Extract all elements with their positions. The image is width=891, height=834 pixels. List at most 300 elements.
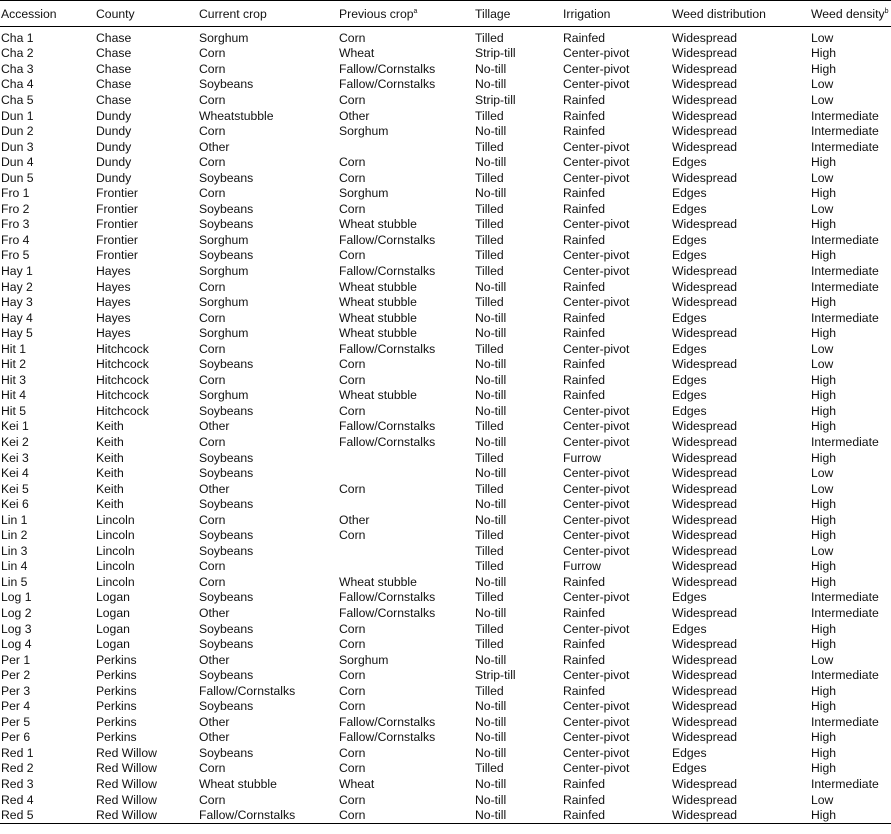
cell-weed-density: High [811,450,837,465]
table-row [0,761,891,777]
cell-current-crop: Corn [199,46,226,61]
cell-weed-density: High [811,186,837,201]
cell-current-crop: Corn [199,310,226,325]
cell-tillage: Tilled [475,108,504,123]
table-row [0,403,891,419]
cell-current-crop: Sorghum [199,388,249,403]
cell-current-crop: Fallow/Cornstalks [198,807,338,823]
table-row [0,621,891,637]
cell-irrigation: Rainfed [563,30,606,45]
cell-accession: Log 1 [1,590,32,605]
cell-irrigation: Center-pivot [563,263,630,278]
cell-irrigation: Rainfed [563,574,606,589]
cell-irrigation: Center-pivot [563,139,630,154]
cell-previous-crop [338,465,474,481]
cell-county: Perkins [96,683,137,698]
table-row [0,652,891,668]
header-irrigation: Irrigation [562,1,671,27]
cell-previous-crop: Corn [339,761,366,776]
cell-irrigation: Center-pivot [563,699,630,714]
cell-tillage: Tilled [475,450,504,465]
cell-county: Hitchcock [96,403,149,418]
cell-county: Dundy [96,170,132,185]
table-row [0,279,891,295]
cell-weed-distribution: Widespread [672,637,738,652]
cell-irrigation: Center-pivot [563,46,630,61]
cell-current-crop: Soybeans [199,450,254,465]
cell-irrigation: Rainfed [563,326,606,341]
cell-accession: Log 4 [1,637,32,652]
cell-irrigation: Rainfed [563,108,606,123]
cell-weed-distribution: Widespread [672,263,738,278]
cell-tillage: No-till [475,699,507,714]
cell-accession: Cha 5 [1,92,34,107]
cell-weed-density: High [811,574,837,589]
cell-county: Lincoln [96,528,135,543]
cell-county: Hitchcock [96,372,149,387]
table-row [0,372,891,388]
cell-weed-density: Intermediate [811,434,879,449]
cell-previous-crop: Corn [339,621,366,636]
cell-previous-crop: Wheat [339,46,375,61]
cell-tillage: No-till [475,745,507,760]
cell-irrigation: Rainfed [563,606,606,620]
cell-previous-crop: Corn [338,807,474,823]
cell-weed-density: High [811,512,837,527]
cell-current-crop: Soybeans [199,217,254,232]
cell-previous-crop [338,543,474,559]
cell-previous-crop: Corn [339,403,366,418]
cell-county: Hayes [96,310,131,325]
cell-irrigation: Center-pivot [563,170,630,185]
cell-weed-distribution: Widespread [672,450,738,465]
cell-irrigation: Rainfed [563,372,606,387]
cell-weed-density: Intermediate [811,714,879,729]
cell-accession: Log 3 [1,621,32,636]
cell-accession: Lin 1 [1,512,28,527]
table-row [0,559,891,575]
table-row [0,574,891,590]
cell-current-crop: Corn [199,792,226,807]
cell-accession: Per 5 [1,714,31,729]
cell-weed-distribution: Widespread [672,46,738,61]
cell-weed-distribution: Edges [672,310,707,325]
footnote-marker-b: b [884,7,889,15]
table-row [0,154,891,170]
cell-county: Keith [96,450,124,465]
cell-accession: Dun 5 [1,170,34,185]
cell-county: Chase [96,77,132,92]
cell-previous-crop: Corn [339,92,366,107]
cell-irrigation: Center-pivot [563,621,630,636]
table-row [0,496,891,512]
cell-weed-distribution: Widespread [672,217,738,232]
table-row [0,388,891,404]
table-row [0,92,891,108]
cell-previous-crop: Fallow/Cornstalks [339,77,436,92]
cell-accession: Red 2 [1,761,34,776]
cell-accession: Cha 3 [1,61,34,76]
table-row [0,185,891,201]
cell-previous-crop: Wheat [339,777,375,792]
cell-current-crop: Corn [199,341,226,356]
cell-tillage: Tilled [475,295,504,310]
cell-accession: Red 1 [1,745,34,760]
cell-county: Lincoln [96,574,135,589]
cell-current-crop: Soybeans [199,621,254,636]
header-previous-crop: Previous crop$^a$ [338,1,474,27]
cell-tillage: No-till [475,77,507,92]
cell-current-crop: Corn [199,92,226,107]
cell-previous-crop: Wheat stubble [339,574,417,589]
cell-county: Keith [96,497,124,512]
cell-current-crop: Corn [199,61,226,76]
cell-tillage: No-till [475,124,507,139]
cell-county: Red Willow [95,807,198,823]
cell-weed-distribution: Widespread [672,792,738,807]
table-row [0,450,891,466]
cell-tillage: No-till [475,155,507,170]
cell-current-crop: Corn [199,761,226,776]
table-row [0,201,891,217]
cell-tillage: Strip-till [475,92,516,107]
cell-accession: Dun 1 [1,108,34,123]
cell-accession: Kei 4 [1,466,29,481]
cell-previous-crop: Corn [339,637,366,652]
cell-tillage: No-till [475,652,507,667]
cell-current-crop: Fallow/Cornstalks [199,683,296,698]
cell-weed-distribution: Widespread [672,357,738,372]
table-row [0,605,891,621]
table-row [0,683,891,699]
cell-weed-density: Low [811,77,834,92]
cell-weed-density: Low [811,481,834,496]
cell-previous-crop: Corn [339,745,366,760]
cell-tillage: No-till [475,574,507,589]
cell-irrigation: Rainfed [563,310,606,325]
table-row [0,745,891,761]
cell-tillage: Tilled [475,761,504,776]
cell-weed-density: High [811,761,837,776]
cell-previous-crop: Wheat stubble [339,388,417,403]
cell-current-crop: Soybeans [199,170,254,185]
cell-accession: Per 1 [1,652,31,667]
cell-current-crop: Sorghum [199,326,249,341]
cell-tillage: Tilled [475,248,504,263]
cell-tillage: No-till [475,434,507,449]
cell-irrigation: Center-pivot [563,543,630,558]
table-row [0,46,891,62]
cell-county: Hayes [96,279,131,294]
table-row [0,170,891,186]
cell-weed-distribution: Edges [672,248,707,263]
cell-previous-crop: Corn [339,481,366,496]
cell-irrigation: Rainfed [563,388,606,403]
cell-current-crop: Sorghum [199,232,249,247]
table-row [0,667,891,683]
cell-tillage: No-till [475,466,507,481]
cell-tillage: Tilled [475,621,504,636]
cell-previous-crop: Other [339,512,370,527]
cell-county: Logan [96,606,130,620]
cell-irrigation: Rainfed [563,652,606,667]
cell-accession: Per 2 [1,668,31,683]
cell-county: Lincoln [96,512,135,527]
cell-current-crop: Corn [199,512,226,527]
cell-weed-distribution: Widespread [672,543,738,558]
cell-accession: Fro 4 [1,232,30,247]
cell-weed-density: High [811,637,837,652]
cell-previous-crop: Fallow/Cornstalks [339,263,436,278]
cell-weed-density: High [811,419,837,434]
cell-previous-crop [338,450,474,466]
cell-current-crop: Soybeans [199,637,254,652]
cell-previous-crop: Corn [339,201,366,216]
cell-current-crop: Other [199,730,230,745]
cell-weed-density: High [811,372,837,387]
cell-irrigation: Center-pivot [563,528,630,543]
cell-weed-density: High [811,295,837,310]
cell-tillage: Tilled [475,481,504,496]
cell-county: Red Willow [96,745,157,760]
cell-current-crop: Soybeans [199,590,254,605]
cell-weed-distribution: Widespread [672,528,738,543]
cell-county: Perkins [96,668,137,683]
cell-irrigation: Center-pivot [563,341,630,356]
cell-irrigation: Furrow [563,450,601,465]
cell-irrigation: Center-pivot [563,730,630,745]
cell-irrigation: Center-pivot [563,497,630,512]
cell-accession: Hit 5 [1,403,27,418]
cell-tillage: Tilled [475,543,504,558]
cell-current-crop: Soybeans [199,543,254,558]
cell-irrigation: Rainfed [563,777,606,792]
cell-irrigation: Center-pivot [563,761,630,776]
cell-accession: Per 3 [1,683,31,698]
cell-weed-distribution: Edges [672,232,707,247]
cell-county: Perkins [96,652,137,667]
header-weed-density: Weed density$^b$ [810,1,891,27]
table-row [0,310,891,326]
table-row [0,776,891,792]
cell-tillage: Tilled [475,170,504,185]
cell-weed-distribution: Edges [672,590,707,605]
cell-tillage: Strip-till [475,668,516,683]
cell-tillage: Tilled [475,683,504,698]
cell-weed-density: Low [811,201,834,216]
table-row [0,792,891,808]
cell-current-crop: Wheatstubble [199,108,274,123]
cell-weed-distribution: Widespread [672,481,738,496]
cell-county: Lincoln [96,543,135,558]
cell-irrigation: Center-pivot [563,745,630,760]
cell-accession: Kei 3 [1,450,29,465]
table-body [0,27,891,824]
cell-previous-crop: Sorghum [339,652,389,667]
cell-irrigation: Center-pivot [563,77,630,92]
table-row [0,512,891,528]
cell-irrigation: Center-pivot [563,590,630,605]
cell-tillage: Tilled [475,217,504,232]
table-row [0,263,891,279]
cell-previous-crop: Fallow/Cornstalks [339,606,436,620]
cell-weed-density: Intermediate [811,279,879,294]
cell-irrigation: Center-pivot [563,217,630,232]
cell-weed-distribution: Widespread [672,326,738,341]
cell-irrigation: Rainfed [563,357,606,372]
cell-accession: Cha 4 [1,77,34,92]
cell-county: Frontier [96,201,138,216]
cell-weed-distribution: Widespread [672,61,738,76]
table-row [0,108,891,124]
table-row [0,77,891,93]
cell-accession: Kei 1 [1,419,29,434]
cell-tillage: No-till [475,279,507,294]
cell-tillage: Tilled [475,139,504,154]
cell-current-crop: Corn [199,434,226,449]
cell-previous-crop: Corn [339,668,366,683]
cell-county: Red Willow [96,777,157,792]
cell-previous-crop: Wheat stubble [339,295,417,310]
cell-irrigation: Center-pivot [563,481,630,496]
cell-current-crop: Soybeans [199,668,254,683]
header-current-crop: Current crop [198,1,338,27]
table-row [0,61,891,77]
cell-tillage: Tilled [475,341,504,356]
cell-previous-crop: Wheat stubble [339,326,417,341]
cell-weed-density: High [811,388,837,403]
cell-irrigation: Center-pivot [563,434,630,449]
cell-accession: Hit 1 [1,341,27,356]
cell-previous-crop: Wheat stubble [339,310,417,325]
table-row [0,139,891,155]
cell-current-crop: Corn [199,155,226,170]
cell-accession: Per 6 [1,730,31,745]
cell-weed-density: High [811,248,837,263]
table-row [0,590,891,606]
cell-accession: Red 3 [1,777,34,792]
cell-tillage: Tilled [475,201,504,216]
cell-current-crop: Other [199,419,230,434]
cell-accession: Hay 2 [1,279,33,294]
cell-tillage: Tilled [475,30,504,45]
cell-tillage: No-till [474,807,562,823]
cell-weed-density: Low [811,792,834,807]
cell-county: Frontier [96,248,138,263]
cell-county: Keith [96,481,124,496]
cell-accession: Kei 2 [1,434,29,449]
cell-previous-crop: Corn [339,372,366,387]
table-row [0,543,891,559]
cell-weed-distribution: Widespread [672,108,738,123]
cell-previous-crop: Corn [339,30,366,45]
cell-tillage: Tilled [475,528,504,543]
cell-previous-crop: Other [339,108,370,123]
cell-irrigation: Furrow [563,559,601,574]
header-weed-distribution: Weed distribution [671,1,810,27]
cell-county: Logan [96,621,130,636]
cell-irrigation: Center-pivot [563,295,630,310]
cell-weed-density: Low [811,466,834,481]
cell-county: Lincoln [96,559,135,574]
cell-tillage: No-till [475,714,507,729]
cell-irrigation: Center-pivot [563,419,630,434]
cell-weed-distribution: Widespread [672,434,738,449]
cell-current-crop: Soybeans [199,403,254,418]
header-county: County [95,1,198,27]
cell-current-crop: Soybeans [199,528,254,543]
table-row [0,356,891,372]
cell-county: Chase [96,46,132,61]
cell-previous-crop: Fallow/Cornstalks [339,434,436,449]
cell-current-crop: Corn [199,279,226,294]
cell-weed-distribution: Widespread [672,683,738,698]
cell-accession: Cha 2 [1,46,34,61]
cell-accession: Hay 3 [1,295,33,310]
table-row [0,730,891,746]
table-row [0,714,891,730]
cell-weed-distribution: Widespread [672,466,738,481]
table-row [0,465,891,481]
cell-accession: Hit 3 [1,372,27,387]
cell-irrigation: Rainfed [563,792,606,807]
cell-irrigation: Rainfed [562,807,671,823]
cell-current-crop: Soybeans [199,497,254,512]
cell-county: Logan [96,590,130,605]
cell-previous-crop: Fallow/Cornstalks [339,714,436,729]
cell-county: Dundy [96,139,132,154]
cell-weed-density: Intermediate [811,263,879,278]
cell-previous-crop: Wheat stubble [339,279,417,294]
cell-county: Perkins [96,714,137,729]
cell-weed-density: Intermediate [811,108,879,123]
cell-weed-distribution: Edges [672,403,707,418]
cell-weed-density: High [811,403,837,418]
cell-tillage: Tilled [475,590,504,605]
cell-county: Chase [96,30,132,45]
cell-current-crop: Soybeans [199,77,254,92]
cell-previous-crop: Sorghum [339,186,389,201]
cell-current-crop: Other [199,652,230,667]
table-row [0,341,891,357]
cell-weed-distribution: Widespread [672,777,738,792]
cell-weed-distribution: Widespread [672,512,738,527]
cell-weed-distribution: Widespread [672,30,738,45]
cell-irrigation: Center-pivot [563,155,630,170]
cell-previous-crop: Fallow/Cornstalks [339,341,436,356]
cell-accession: Red 4 [1,792,34,807]
cell-tillage: No-till [475,61,507,76]
cell-irrigation: Center-pivot [563,714,630,729]
cell-previous-crop: Corn [339,528,366,543]
cell-tillage: Strip-till [475,46,516,61]
cell-current-crop: Soybeans [199,699,254,714]
cell-weed-density: Low [811,543,834,558]
cell-current-crop: Soybeans [199,201,254,216]
cell-weed-density: High [811,217,837,232]
cell-weed-distribution: Edges [672,761,707,776]
cell-accession: Cha 1 [1,30,34,45]
cell-accession: Red 5 [0,807,95,823]
cell-current-crop: Corn [199,574,226,589]
cell-accession: Hay 5 [1,326,33,341]
cell-weed-density: Intermediate [811,590,879,605]
cell-current-crop: Other [199,481,230,496]
table-row [0,528,891,544]
cell-weed-density: High [811,497,837,512]
cell-current-crop: Corn [199,559,226,574]
table-row [0,232,891,248]
